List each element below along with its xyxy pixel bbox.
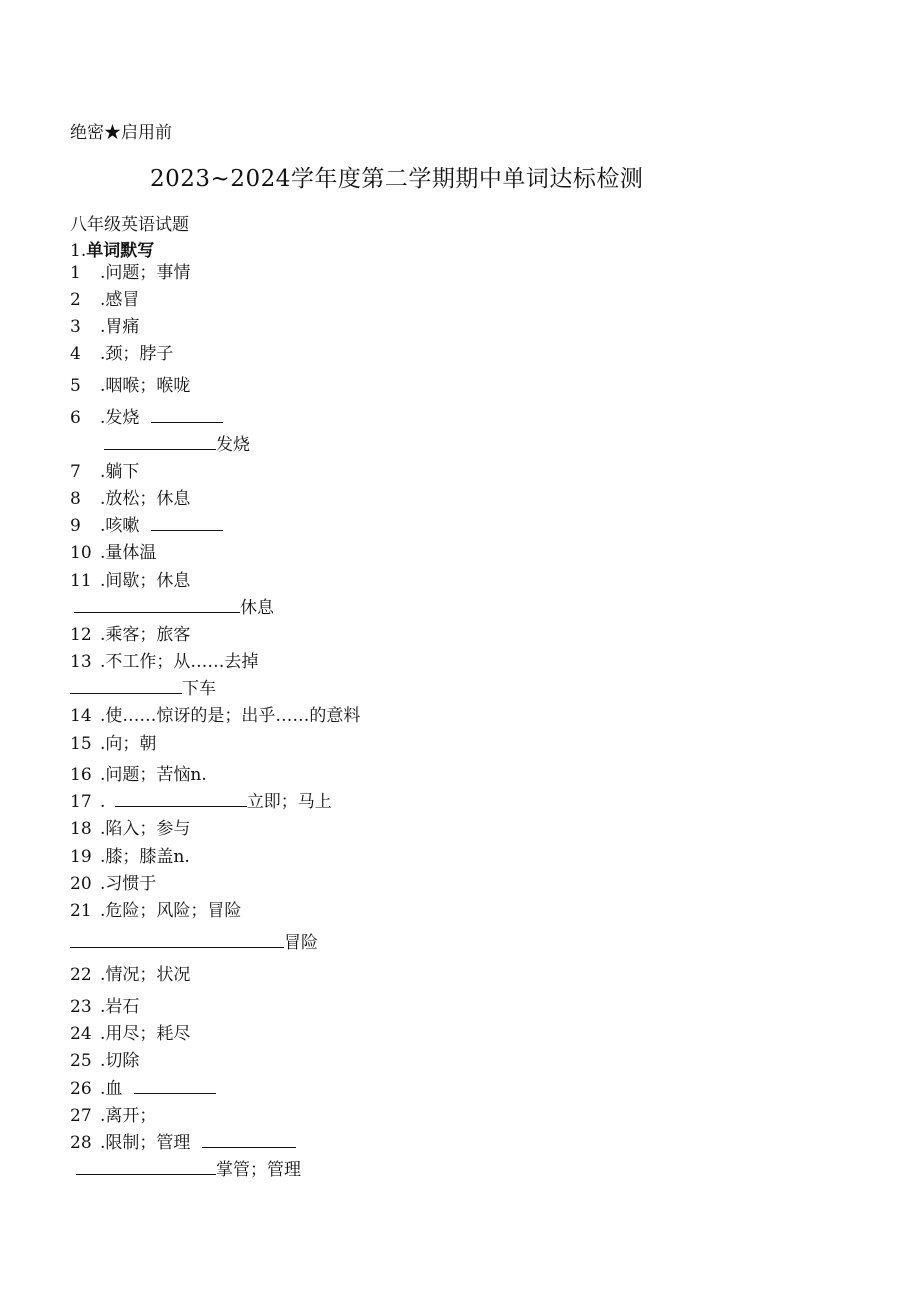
item-number: 17 — [70, 792, 92, 812]
section-title: 单词默写 — [86, 241, 155, 261]
list-item — [70, 407, 223, 429]
item-number: 9 — [70, 516, 81, 536]
list-item-continuation — [74, 597, 274, 619]
item-number: 18 — [70, 819, 92, 839]
item-number: 22 — [70, 965, 92, 985]
item-prompt: .发烧 — [100, 408, 140, 428]
item-prompt: .放松；休息 — [100, 489, 191, 509]
list-item — [70, 1050, 139, 1072]
answer-blank[interactable] — [70, 933, 284, 948]
list-item — [70, 705, 360, 727]
item-prompt: .习惯于 — [100, 874, 157, 894]
list-item — [70, 1023, 190, 1045]
item-number: 15 — [70, 734, 92, 754]
item-prompt: .问题；事情 — [100, 263, 191, 283]
item-number: 26 — [70, 1079, 92, 1099]
item-number: 28 — [70, 1133, 92, 1153]
list-item — [70, 624, 190, 646]
item-prompt: 下车 — [182, 679, 216, 699]
item-prompt: .切除 — [100, 1051, 140, 1071]
list-item-continuation — [104, 434, 250, 456]
list-item — [70, 764, 207, 786]
item-prompt: .颈；脖子 — [100, 344, 174, 364]
item-number: 10 — [70, 543, 92, 563]
list-item — [70, 488, 190, 510]
list-item — [70, 262, 190, 284]
item-number: 5 — [70, 376, 81, 396]
item-prompt: .陷入；参与 — [100, 819, 191, 839]
item-prompt: .咽喉；喉咙 — [100, 376, 191, 396]
item-prompt: .血 — [100, 1079, 123, 1099]
item-prompt: .危险；风险；冒险 — [100, 901, 242, 921]
list-item — [70, 846, 190, 868]
item-number: 27 — [70, 1106, 92, 1126]
item-prompt: .限制；管理 — [100, 1133, 191, 1153]
item-number: 16 — [70, 765, 92, 785]
item-prompt: .量体温 — [100, 543, 157, 563]
item-prompt: .乘客；旅客 — [100, 625, 191, 645]
item-prompt: 立即；马上 — [246, 792, 332, 812]
item-number: 24 — [70, 1024, 92, 1044]
list-item — [70, 651, 258, 673]
item-number: 11 — [70, 571, 92, 591]
item-prompt: 冒险 — [284, 933, 318, 953]
answer-blank[interactable] — [76, 1160, 216, 1175]
list-item — [70, 289, 139, 311]
item-prompt: .胃痛 — [100, 317, 140, 337]
item-number: 3 — [70, 317, 81, 337]
list-item-continuation — [70, 932, 318, 954]
list-item — [70, 542, 156, 564]
list-item — [70, 1132, 296, 1154]
item-number: 2 — [70, 290, 81, 310]
list-item — [70, 375, 190, 397]
list-item-continuation — [76, 1159, 301, 1181]
item-prompt: .使……惊讶的是；出乎……的意料 — [100, 706, 361, 726]
list-item — [70, 996, 139, 1018]
item-number: 20 — [70, 874, 92, 894]
list-item — [70, 791, 332, 813]
item-prompt: .不工作；从……去掉 — [100, 652, 259, 672]
page-title: 2023~2024学年度第二学期期中单词达标检测 — [150, 166, 644, 192]
item-dot: . — [100, 792, 106, 812]
item-number: 4 — [70, 344, 81, 364]
list-item — [70, 461, 139, 483]
item-number: 14 — [70, 706, 92, 726]
item-number: 12 — [70, 625, 92, 645]
list-item — [70, 964, 190, 986]
list-item — [70, 900, 241, 922]
item-number: 7 — [70, 462, 81, 482]
item-prompt: .躺下 — [100, 462, 140, 482]
list-item — [70, 316, 139, 338]
list-item-continuation — [70, 678, 216, 700]
item-prompt: 发烧 — [216, 435, 250, 455]
exam-subtitle: 八年级英语试题 — [70, 215, 189, 235]
item-prompt: .感冒 — [100, 290, 140, 310]
item-number: 23 — [70, 997, 92, 1017]
section-heading — [70, 236, 154, 261]
confidential-label: 绝密★启用前 — [70, 123, 172, 143]
list-item — [70, 570, 190, 592]
list-item — [70, 343, 173, 365]
item-prompt: .咳嗽 — [100, 516, 140, 536]
item-number: 19 — [70, 847, 92, 867]
item-prompt: .岩石 — [100, 997, 140, 1017]
item-number: 25 — [70, 1051, 92, 1071]
section-number: 1. — [70, 241, 87, 261]
item-number: 1 — [70, 263, 81, 283]
item-prompt: .膝；膝盖n. — [100, 847, 190, 867]
item-number: 8 — [70, 489, 81, 509]
answer-blank[interactable] — [70, 679, 182, 694]
item-prompt: .间歇；休息 — [100, 571, 191, 591]
answer-blank[interactable] — [151, 408, 223, 423]
item-number: 6 — [70, 408, 81, 428]
answer-blank[interactable] — [151, 516, 223, 531]
item-prompt: 休息 — [240, 598, 274, 618]
item-prompt: .问题；苦恼n. — [100, 765, 207, 785]
item-prompt: .离开； — [100, 1106, 157, 1126]
item-prompt: 掌管；管理 — [216, 1160, 301, 1180]
answer-blank[interactable] — [202, 1133, 296, 1148]
item-number: 21 — [70, 901, 92, 921]
item-prompt: .情况；状况 — [100, 965, 191, 985]
list-item — [70, 515, 223, 537]
item-prompt: .向；朝 — [100, 734, 157, 754]
item-prompt: .用尽；耗尽 — [100, 1024, 191, 1044]
answer-blank[interactable] — [115, 792, 247, 807]
list-item — [70, 1105, 156, 1127]
answer-blank[interactable] — [74, 598, 240, 613]
list-item — [70, 733, 156, 755]
answer-blank[interactable] — [134, 1079, 216, 1094]
answer-blank[interactable] — [104, 435, 216, 450]
list-item — [70, 1078, 216, 1100]
list-item — [70, 873, 156, 895]
item-number: 13 — [70, 652, 92, 672]
list-item — [70, 818, 190, 840]
